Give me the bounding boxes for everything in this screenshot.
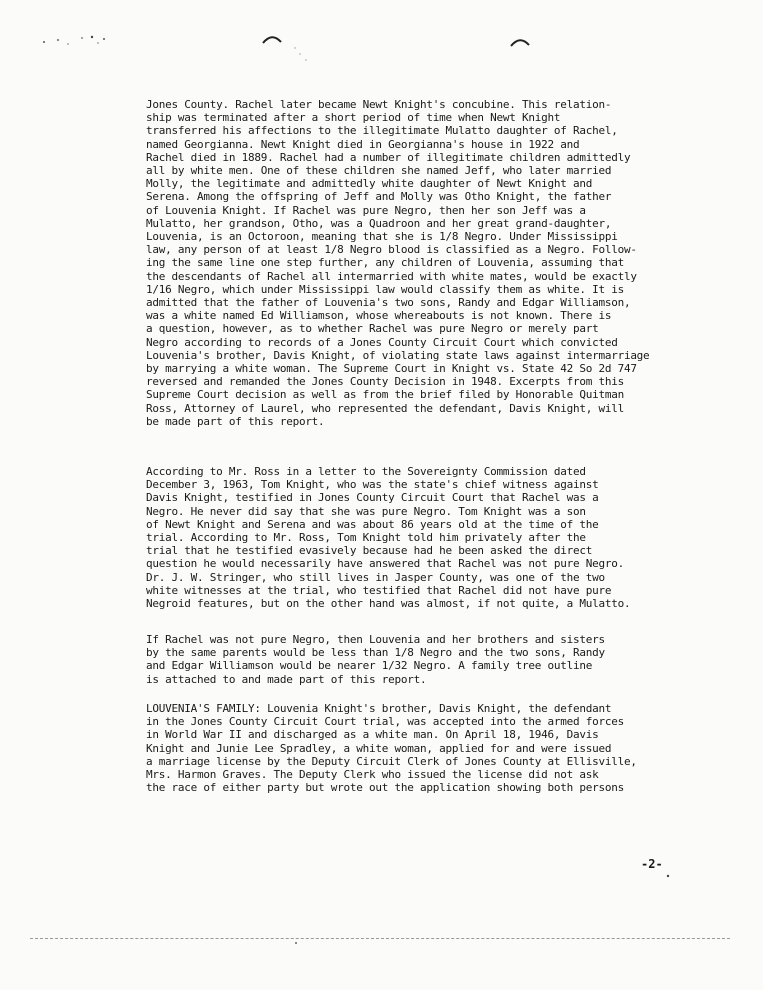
text-line: trial. According to Mr. Ross, Tom Knight told him privately after the: [146, 531, 586, 545]
text-line: Jones County. Rachel later became Newt Knight's concubine. This relation-: [146, 98, 612, 111]
text-line: Mulatto, her grandson, Otho, was a Quadroon and her great grand-daughter,: [146, 216, 612, 230]
text-line: named Georgianna. Newt Knight died in Georgianna's house in 1922 and: [146, 137, 580, 151]
text-line: According to Mr. Ross in a letter to the Sovereignty Commission dated: [146, 465, 586, 478]
text-line: was a white named Ed Williamson, whose whereabouts is not known. There is: [146, 309, 612, 323]
text-line: Knight and Junie Lee Spradley, a white woman, applied for and were issued: [146, 741, 612, 755]
text-line: the race of either party but wrote out the application showing both persons: [146, 781, 624, 795]
paragraph-1: [146, 98, 716, 428]
hole-punch-mark: [262, 34, 282, 44]
text-line: the descendants of Rachel all intermarried with white mates, would be exactly: [146, 269, 637, 283]
text-line: Serena. Among the offspring of Jeff and Molly was Otho Knight, the father: [146, 190, 612, 204]
text-line: Louvenia's brother, Davis Knight, of violating state laws against intermarriage: [146, 348, 650, 362]
text-line: Supreme Court decision as well as from the brief filed by Honorable Quitman: [146, 388, 624, 402]
text-line: reversed and remanded the Jones County Decision in 1948. Excerpts from this: [146, 375, 624, 389]
text-line: Louvenia, is an Octoroon, meaning that she is 1/8 Negro. Under Mississippi: [146, 230, 618, 244]
paragraph-4: [146, 702, 716, 794]
text-line: Dr. J. W. Stringer, who still lives in Jasper County, was one of the two: [146, 570, 605, 584]
text-line: LOUVENIA'S FAMILY: Louvenia Knight's brother, Davis Knight, the defendant: [146, 702, 612, 715]
text-line: admitted that the father of Louvenia's two sons, Randy and Edgar Williamson,: [146, 296, 631, 310]
text-line: Davis Knight, testified in Jones County Circuit Court that Rachel was a: [146, 491, 599, 505]
page-number: -2-: [641, 857, 663, 871]
text-line: be made part of this report.: [146, 414, 325, 428]
text-line: Negroid features, but on the other hand was almost, if not quite, a Mulatto.: [146, 597, 631, 611]
text-line: December 3, 1963, Tom Knight, who was the state's chief witness against: [146, 478, 599, 492]
hole-punch-mark: [510, 37, 530, 47]
paragraph-3: [146, 633, 716, 686]
text-line: 1/16 Negro, which under Mississippi law would classify them as white. It is: [146, 282, 624, 296]
text-line: Mrs. Harmon Graves. The Deputy Clerk who issued the license did not ask: [146, 768, 599, 782]
text-line: in World War II and discharged as a white man. On April 18, 1946, Davis: [146, 728, 599, 742]
text-line: question he would necessarily have answered that Rachel was not pure Negro.: [146, 557, 624, 571]
text-line: If Rachel was not pure Negro, then Louvenia and her brothers and sisters: [146, 633, 605, 646]
text-line: Ross, Attorney of Laurel, who represented the defendant, Davis Knight, will: [146, 401, 624, 415]
text-line: Negro according to records of a Jones County Circuit Court which convicted: [146, 335, 618, 349]
text-line: all by white men. One of these children she named Jeff, who later married: [146, 164, 612, 178]
text-line: transferred his affections to the illegitimate Mulatto daughter of Rachel,: [146, 124, 618, 138]
text-line: a marriage license by the Deputy Circuit Clerk of Jones County at Ellisville,: [146, 754, 637, 768]
text-line: law, any person of at least 1/8 Negro blood is classified as a Negro. Follow-: [146, 243, 637, 257]
text-line: white witnesses at the trial, who testified that Rachel did not have pure: [146, 583, 612, 597]
text-line: by marrying a white woman. The Supreme Court in Knight vs. State 42 So 2d 747: [146, 362, 637, 376]
text-line: by the same parents would be less than 1/8 Negro and the two sons, Randy: [146, 646, 605, 660]
text-line: in the Jones County Circuit Court trial, was accepted into the armed forces: [146, 715, 624, 729]
text-line: of Newt Knight and Serena and was about 86 years old at the time of the: [146, 517, 599, 531]
text-line: is attached to and made part of this report.: [146, 672, 427, 686]
scan-edge-line: [30, 938, 730, 940]
text-line: ship was terminated after a short period of time when Newt Knight: [146, 111, 561, 125]
text-line: Rachel died in 1889. Rachel had a number of illegitimate children admittedly: [146, 150, 631, 164]
text-line: a question, however, as to whether Rachel was pure Negro or merely part: [146, 322, 599, 336]
text-line: ing the same line one step further, any children of Louvenia, assuming that: [146, 256, 624, 270]
paragraph-2: [146, 465, 716, 610]
text-line: and Edgar Williamson would be nearer 1/32 Negro. A family tree outline: [146, 659, 593, 673]
text-line: Molly, the legitimate and admittedly white daughter of Newt Knight and: [146, 177, 593, 191]
text-line: of Louvenia Knight. If Rachel was pure Negro, then her son Jeff was a: [146, 203, 586, 217]
text-line: trial that he testified evasively because had he been asked the direct: [146, 544, 593, 558]
text-line: Negro. He never did say that she was pure Negro. Tom Knight was a son: [146, 504, 586, 518]
